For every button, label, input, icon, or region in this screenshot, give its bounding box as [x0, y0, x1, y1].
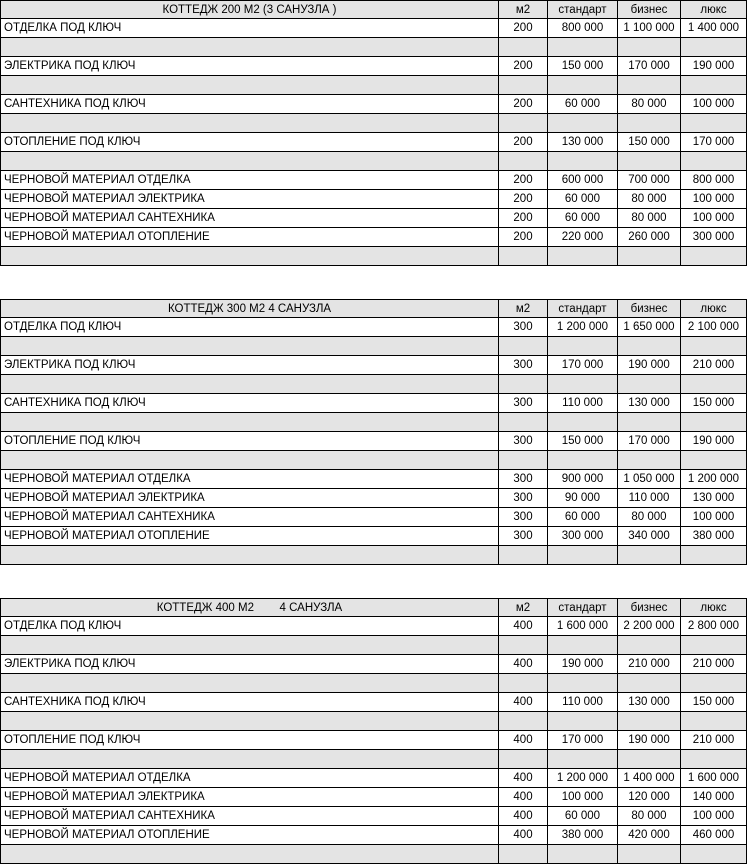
row-area[interactable]: 200	[499, 95, 548, 114]
row-area[interactable]: 300	[499, 432, 548, 451]
empty-cell[interactable]	[548, 712, 618, 731]
empty-cell[interactable]	[499, 674, 548, 693]
table-row	[0, 527, 747, 546]
row-area[interactable]: 200	[499, 190, 548, 209]
empty-cell[interactable]	[548, 546, 618, 565]
empty-cell[interactable]	[618, 114, 681, 133]
row-standard[interactable]: 60 000	[548, 209, 618, 228]
table-row	[0, 769, 747, 788]
empty-cell[interactable]	[0, 247, 499, 266]
table-row	[0, 209, 747, 228]
row-name[interactable]: ЧЕРНОВОЙ МАТЕРИАЛ ОТОПЛЕНИЕ	[0, 826, 499, 845]
row-lux[interactable]: 100 000	[681, 209, 747, 228]
empty-cell[interactable]	[499, 712, 548, 731]
row-standard[interactable]: 380 000	[548, 826, 618, 845]
empty-cell[interactable]	[681, 375, 747, 394]
spacer-row	[0, 337, 747, 356]
col-header-lux[interactable]: люкс	[681, 0, 747, 19]
row-name[interactable]: ЧЕРНОВОЙ МАТЕРИАЛ ЭЛЕКТРИКА	[0, 190, 499, 209]
row-lux[interactable]: 1 600 000	[681, 769, 747, 788]
empty-cell[interactable]	[548, 845, 618, 864]
row-area[interactable]: 400	[499, 807, 548, 826]
table-row	[0, 95, 747, 114]
empty-cell[interactable]	[548, 247, 618, 266]
row-business[interactable]: 170 000	[618, 432, 681, 451]
empty-cell[interactable]	[681, 845, 747, 864]
col-header-standard[interactable]: стандарт	[548, 598, 618, 617]
table-row	[0, 617, 747, 636]
row-standard[interactable]: 150 000	[548, 432, 618, 451]
row-business[interactable]: 80 000	[618, 95, 681, 114]
row-business[interactable]: 80 000	[618, 190, 681, 209]
row-business[interactable]: 2 200 000	[618, 617, 681, 636]
empty-cell[interactable]	[548, 674, 618, 693]
row-name[interactable]: ЧЕРНОВОЙ МАТЕРИАЛ САНТЕХНИКА	[0, 508, 499, 527]
empty-cell[interactable]	[499, 337, 548, 356]
row-name[interactable]: ЧЕРНОВОЙ МАТЕРИАЛ ОТДЕЛКА	[0, 171, 499, 190]
empty-cell[interactable]	[499, 750, 548, 769]
spacer-row	[0, 152, 747, 171]
empty-cell[interactable]	[499, 413, 548, 432]
empty-cell[interactable]	[499, 451, 548, 470]
empty-cell[interactable]	[618, 636, 681, 655]
col-header-area[interactable]: м2	[499, 598, 548, 617]
section-header-row	[0, 299, 747, 318]
row-standard[interactable]: 150 000	[548, 57, 618, 76]
row-lux[interactable]: 100 000	[681, 95, 747, 114]
empty-cell[interactable]	[681, 114, 747, 133]
empty-cell[interactable]	[499, 546, 548, 565]
table-row	[0, 57, 747, 76]
row-lux[interactable]: 100 000	[681, 190, 747, 209]
row-name[interactable]: ЧЕРНОВОЙ МАТЕРИАЛ САНТЕХНИКА	[0, 807, 499, 826]
row-name[interactable]: ЭЛЕКТРИКА ПОД КЛЮЧ	[0, 57, 499, 76]
row-lux[interactable]: 460 000	[681, 826, 747, 845]
row-lux[interactable]: 150 000	[681, 394, 747, 413]
row-area[interactable]: 200	[499, 133, 548, 152]
row-name[interactable]: ЧЕРНОВОЙ МАТЕРИАЛ САНТЕХНИКА	[0, 209, 499, 228]
row-business[interactable]: 110 000	[618, 489, 681, 508]
spacer-row	[0, 546, 747, 565]
empty-cell[interactable]	[618, 674, 681, 693]
row-business[interactable]: 130 000	[618, 394, 681, 413]
row-lux[interactable]: 100 000	[681, 508, 747, 527]
row-standard[interactable]: 60 000	[548, 190, 618, 209]
col-header-business[interactable]: бизнес	[618, 299, 681, 318]
row-standard[interactable]: 800 000	[548, 19, 618, 38]
empty-cell[interactable]	[548, 750, 618, 769]
empty-cell[interactable]	[681, 674, 747, 693]
row-standard[interactable]: 170 000	[548, 731, 618, 750]
row-business[interactable]: 260 000	[618, 228, 681, 247]
empty-cell[interactable]	[499, 636, 548, 655]
row-business[interactable]: 1 050 000	[618, 470, 681, 489]
section-title[interactable]: КОТТЕДЖ 400 М2 4 САНУЗЛА	[0, 598, 499, 617]
empty-cell[interactable]	[681, 247, 747, 266]
row-area[interactable]: 300	[499, 394, 548, 413]
empty-cell[interactable]	[0, 750, 499, 769]
row-standard[interactable]: 300 000	[548, 527, 618, 546]
spacer-row	[0, 38, 747, 57]
empty-cell[interactable]	[548, 152, 618, 171]
empty-cell[interactable]	[548, 451, 618, 470]
empty-cell[interactable]	[618, 375, 681, 394]
row-business[interactable]: 80 000	[618, 807, 681, 826]
col-header-lux[interactable]: люкс	[681, 299, 747, 318]
row-name[interactable]: ЧЕРНОВОЙ МАТЕРИАЛ ОТОПЛЕНИЕ	[0, 527, 499, 546]
row-business[interactable]: 1 650 000	[618, 318, 681, 337]
row-area[interactable]: 200	[499, 171, 548, 190]
col-header-area[interactable]: м2	[499, 0, 548, 19]
table-row	[0, 133, 747, 152]
table-row	[0, 693, 747, 712]
blank-separator	[0, 584, 747, 598]
empty-cell[interactable]	[618, 845, 681, 864]
table-row	[0, 318, 747, 337]
row-name[interactable]: ЧЕРНОВОЙ МАТЕРИАЛ ОТДЕЛКА	[0, 470, 499, 489]
spacer-row	[0, 247, 747, 266]
row-name[interactable]: ЧЕРНОВОЙ МАТЕРИАЛ ОТОПЛЕНИЕ	[0, 228, 499, 247]
section-header-row	[0, 598, 747, 617]
row-standard[interactable]: 1 200 000	[548, 318, 618, 337]
empty-cell[interactable]	[618, 546, 681, 565]
row-name[interactable]: ОТОПЛЕНИЕ ПОД КЛЮЧ	[0, 731, 499, 750]
row-lux[interactable]: 100 000	[681, 807, 747, 826]
row-area[interactable]: 300	[499, 527, 548, 546]
table-row	[0, 731, 747, 750]
empty-cell[interactable]	[0, 76, 499, 95]
empty-cell[interactable]	[548, 337, 618, 356]
row-standard[interactable]: 600 000	[548, 171, 618, 190]
row-name[interactable]: ОТДЕЛКА ПОД КЛЮЧ	[0, 19, 499, 38]
empty-cell[interactable]	[681, 636, 747, 655]
section-header-row	[0, 0, 747, 19]
empty-cell[interactable]	[618, 451, 681, 470]
empty-cell[interactable]	[618, 76, 681, 95]
row-business[interactable]: 420 000	[618, 826, 681, 845]
row-name[interactable]: САНТЕХНИКА ПОД КЛЮЧ	[0, 394, 499, 413]
col-header-business[interactable]: бизнес	[618, 598, 681, 617]
row-name[interactable]: ОТОПЛЕНИЕ ПОД КЛЮЧ	[0, 133, 499, 152]
row-standard[interactable]: 90 000	[548, 489, 618, 508]
empty-cell[interactable]	[618, 38, 681, 57]
row-area[interactable]: 300	[499, 470, 548, 489]
table-row	[0, 807, 747, 826]
row-lux[interactable]: 190 000	[681, 432, 747, 451]
row-area[interactable]: 300	[499, 318, 548, 337]
col-header-lux[interactable]: люкс	[681, 598, 747, 617]
row-standard[interactable]: 100 000	[548, 788, 618, 807]
row-lux[interactable]: 150 000	[681, 693, 747, 712]
empty-cell[interactable]	[681, 152, 747, 171]
row-area[interactable]: 400	[499, 693, 548, 712]
row-standard[interactable]: 1 200 000	[548, 769, 618, 788]
empty-cell[interactable]	[0, 152, 499, 171]
spacer-row	[0, 114, 747, 133]
blank-separator	[0, 565, 747, 584]
table-row	[0, 470, 747, 489]
row-name[interactable]: ОТДЕЛКА ПОД КЛЮЧ	[0, 318, 499, 337]
empty-cell[interactable]	[499, 114, 548, 133]
empty-cell[interactable]	[499, 38, 548, 57]
row-business[interactable]: 1 400 000	[618, 769, 681, 788]
row-name[interactable]: ОТДЕЛКА ПОД КЛЮЧ	[0, 617, 499, 636]
empty-cell[interactable]	[618, 413, 681, 432]
row-lux[interactable]: 130 000	[681, 489, 747, 508]
row-area[interactable]: 300	[499, 508, 548, 527]
empty-cell[interactable]	[548, 413, 618, 432]
table-row	[0, 432, 747, 451]
empty-cell[interactable]	[548, 38, 618, 57]
col-header-standard[interactable]: стандарт	[548, 0, 618, 19]
empty-cell[interactable]	[0, 413, 499, 432]
row-name[interactable]: ЧЕРНОВОЙ МАТЕРИАЛ ЭЛЕКТРИКА	[0, 489, 499, 508]
row-business[interactable]: 190 000	[618, 731, 681, 750]
empty-cell[interactable]	[548, 76, 618, 95]
empty-cell[interactable]	[499, 247, 548, 266]
spacer-row	[0, 712, 747, 731]
row-area[interactable]: 400	[499, 617, 548, 636]
row-area[interactable]: 200	[499, 209, 548, 228]
row-area[interactable]: 200	[499, 228, 548, 247]
section-title[interactable]: КОТТЕДЖ 300 М2 4 САНУЗЛА	[0, 299, 499, 318]
empty-cell[interactable]	[681, 337, 747, 356]
row-business[interactable]: 120 000	[618, 788, 681, 807]
empty-cell[interactable]	[0, 114, 499, 133]
row-business[interactable]: 1 100 000	[618, 19, 681, 38]
row-business[interactable]: 150 000	[618, 133, 681, 152]
empty-cell[interactable]	[0, 38, 499, 57]
table-row	[0, 228, 747, 247]
row-name[interactable]: ЧЕРНОВОЙ МАТЕРИАЛ ЭЛЕКТРИКА	[0, 788, 499, 807]
spacer-row	[0, 674, 747, 693]
empty-cell[interactable]	[681, 413, 747, 432]
row-business[interactable]: 80 000	[618, 508, 681, 527]
empty-cell[interactable]	[0, 674, 499, 693]
row-lux[interactable]: 210 000	[681, 655, 747, 674]
table-row	[0, 171, 747, 190]
empty-cell[interactable]	[0, 712, 499, 731]
row-standard[interactable]: 130 000	[548, 133, 618, 152]
row-lux[interactable]: 170 000	[681, 133, 747, 152]
empty-cell[interactable]	[0, 845, 499, 864]
col-header-business[interactable]: бизнес	[618, 0, 681, 19]
empty-cell[interactable]	[499, 76, 548, 95]
row-name[interactable]: ЭЛЕКТРИКА ПОД КЛЮЧ	[0, 655, 499, 674]
row-area[interactable]: 200	[499, 57, 548, 76]
row-standard[interactable]: 110 000	[548, 394, 618, 413]
empty-cell[interactable]	[499, 375, 548, 394]
empty-cell[interactable]	[0, 546, 499, 565]
empty-cell[interactable]	[681, 712, 747, 731]
empty-cell[interactable]	[618, 750, 681, 769]
table-row	[0, 394, 747, 413]
table-row	[0, 19, 747, 38]
empty-cell[interactable]	[618, 247, 681, 266]
row-area[interactable]: 300	[499, 356, 548, 375]
col-header-standard[interactable]: стандарт	[548, 299, 618, 318]
empty-cell[interactable]	[681, 546, 747, 565]
row-lux[interactable]: 300 000	[681, 228, 747, 247]
table-row	[0, 655, 747, 674]
row-lux[interactable]: 380 000	[681, 527, 747, 546]
table-row	[0, 489, 747, 508]
row-lux[interactable]: 2 800 000	[681, 617, 747, 636]
row-area[interactable]: 300	[499, 489, 548, 508]
row-business[interactable]: 340 000	[618, 527, 681, 546]
row-standard[interactable]: 170 000	[548, 356, 618, 375]
row-standard[interactable]: 220 000	[548, 228, 618, 247]
section-title[interactable]: КОТТЕДЖ 200 М2 (3 САНУЗЛА )	[0, 0, 499, 19]
empty-cell[interactable]	[618, 152, 681, 171]
row-lux[interactable]: 140 000	[681, 788, 747, 807]
empty-cell[interactable]	[618, 337, 681, 356]
blank-separator	[0, 285, 747, 299]
row-lux[interactable]: 210 000	[681, 356, 747, 375]
row-lux[interactable]: 2 100 000	[681, 318, 747, 337]
row-name[interactable]: ЧЕРНОВОЙ МАТЕРИАЛ ОТДЕЛКА	[0, 769, 499, 788]
row-business[interactable]: 190 000	[618, 356, 681, 375]
spacer-row	[0, 451, 747, 470]
row-business[interactable]: 130 000	[618, 693, 681, 712]
row-business[interactable]: 170 000	[618, 57, 681, 76]
row-area[interactable]: 400	[499, 826, 548, 845]
row-name[interactable]: САНТЕХНИКА ПОД КЛЮЧ	[0, 693, 499, 712]
row-standard[interactable]: 60 000	[548, 807, 618, 826]
empty-cell[interactable]	[0, 636, 499, 655]
empty-cell[interactable]	[618, 712, 681, 731]
row-standard[interactable]: 1 600 000	[548, 617, 618, 636]
row-business[interactable]: 80 000	[618, 209, 681, 228]
table-row	[0, 826, 747, 845]
row-area[interactable]: 400	[499, 655, 548, 674]
row-standard[interactable]: 900 000	[548, 470, 618, 489]
table-row	[0, 508, 747, 527]
spacer-row	[0, 76, 747, 95]
empty-cell[interactable]	[0, 337, 499, 356]
row-standard[interactable]: 60 000	[548, 95, 618, 114]
row-business[interactable]: 700 000	[618, 171, 681, 190]
row-standard[interactable]: 60 000	[548, 508, 618, 527]
empty-cell[interactable]	[548, 636, 618, 655]
row-area[interactable]: 400	[499, 731, 548, 750]
row-lux[interactable]: 1 200 000	[681, 470, 747, 489]
row-area[interactable]: 400	[499, 788, 548, 807]
row-lux[interactable]: 800 000	[681, 171, 747, 190]
row-lux[interactable]: 1 400 000	[681, 19, 747, 38]
row-standard[interactable]: 110 000	[548, 693, 618, 712]
table-row	[0, 788, 747, 807]
spacer-row	[0, 413, 747, 432]
blank-separator	[0, 266, 747, 285]
row-area[interactable]: 200	[499, 19, 548, 38]
empty-cell[interactable]	[681, 451, 747, 470]
spacer-row	[0, 845, 747, 864]
empty-cell[interactable]	[0, 451, 499, 470]
spacer-row	[0, 636, 747, 655]
row-lux[interactable]: 190 000	[681, 57, 747, 76]
row-name[interactable]: ЭЛЕКТРИКА ПОД КЛЮЧ	[0, 356, 499, 375]
table-row	[0, 356, 747, 375]
col-header-area[interactable]: м2	[499, 299, 548, 318]
table-row	[0, 190, 747, 209]
row-name[interactable]: САНТЕХНИКА ПОД КЛЮЧ	[0, 95, 499, 114]
empty-cell[interactable]	[499, 845, 548, 864]
spacer-row	[0, 750, 747, 769]
empty-cell[interactable]	[0, 375, 499, 394]
empty-cell[interactable]	[499, 152, 548, 171]
empty-cell[interactable]	[548, 114, 618, 133]
row-lux[interactable]: 210 000	[681, 731, 747, 750]
empty-cell[interactable]	[681, 76, 747, 95]
empty-cell[interactable]	[548, 375, 618, 394]
row-area[interactable]: 400	[499, 769, 548, 788]
row-name[interactable]: ОТОПЛЕНИЕ ПОД КЛЮЧ	[0, 432, 499, 451]
row-standard[interactable]: 190 000	[548, 655, 618, 674]
row-business[interactable]: 210 000	[618, 655, 681, 674]
empty-cell[interactable]	[681, 750, 747, 769]
empty-cell[interactable]	[681, 38, 747, 57]
spacer-row	[0, 375, 747, 394]
